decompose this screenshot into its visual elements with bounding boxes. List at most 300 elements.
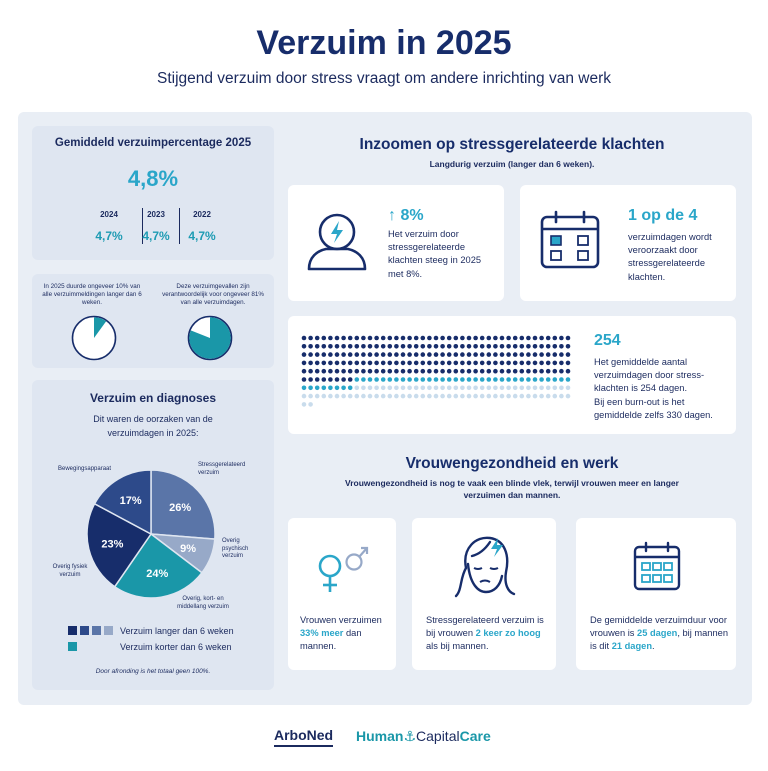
duration-pie-left — [70, 314, 118, 362]
pie-value-label: 26% — [169, 502, 192, 515]
day-dot — [308, 394, 313, 399]
day-dot — [302, 361, 307, 366]
women-title: Vrouwengezondheid en werk — [405, 455, 619, 472]
day-dot — [539, 369, 544, 374]
day-dot — [335, 369, 340, 374]
day-dot — [513, 377, 518, 382]
day-dot — [467, 369, 472, 374]
day-dot — [335, 352, 340, 357]
day-dot — [381, 369, 386, 374]
day-dot — [480, 386, 485, 391]
day-dot — [421, 336, 426, 341]
day-dot — [533, 369, 538, 374]
day-dot — [328, 361, 333, 366]
day-dot — [566, 386, 571, 391]
day-dot — [526, 352, 531, 357]
day-dot — [447, 377, 452, 382]
pie-label-kort: Overig, kort- en middellang verzuim — [177, 596, 229, 610]
day-dot — [434, 344, 439, 349]
day-dot — [315, 394, 320, 399]
day-dot — [546, 336, 551, 341]
day-dot — [500, 377, 505, 382]
day-dot — [467, 344, 472, 349]
day-dot — [487, 336, 492, 341]
day-dot — [539, 352, 544, 357]
day-dot — [447, 361, 452, 366]
year-value: 4,7% — [95, 229, 123, 243]
day-dot — [460, 361, 465, 366]
day-dot — [361, 394, 366, 399]
day-dot — [388, 377, 393, 382]
calendar-icon — [538, 209, 602, 273]
day-dot — [473, 386, 478, 391]
day-dot — [427, 394, 432, 399]
day-dot — [454, 361, 459, 366]
day-dot — [341, 386, 346, 391]
stressed-face-icon — [452, 532, 516, 602]
day-dot — [533, 336, 538, 341]
day-dot — [401, 336, 406, 341]
stress-card-1 — [288, 185, 504, 301]
day-dot — [506, 377, 511, 382]
day-dot — [546, 352, 551, 357]
head-bolt-icon — [304, 207, 370, 273]
day-dot — [434, 352, 439, 357]
day-dot — [520, 369, 525, 374]
day-dot — [480, 377, 485, 382]
day-dot — [440, 394, 445, 399]
day-dot — [434, 377, 439, 382]
day-dot — [546, 344, 551, 349]
women-text-1: Vrouwen verzuimen 33% meer dan mannen. — [300, 615, 382, 652]
day-dot — [322, 361, 327, 366]
day-dot — [434, 369, 439, 374]
day-dot — [460, 344, 465, 349]
stat-value: 1 op de 4 — [628, 207, 698, 224]
day-dot — [381, 352, 386, 357]
year-value: 4,7% — [188, 229, 216, 243]
day-dot — [487, 352, 492, 357]
day-dot — [480, 336, 485, 341]
day-dot — [513, 386, 518, 391]
stress-title: Inzoomen op stressgerelateerde klachten — [359, 136, 665, 153]
day-dot — [388, 394, 393, 399]
day-dot — [414, 344, 419, 349]
stat-value: 8% — [400, 207, 424, 224]
day-dot — [513, 336, 518, 341]
day-dot — [374, 344, 379, 349]
day-dot — [401, 369, 406, 374]
day-dot — [553, 352, 558, 357]
day-dot — [546, 361, 551, 366]
day-dot — [467, 336, 472, 341]
pie-label-stress: Stressgerelateerd verzuim — [198, 462, 246, 476]
pie-label-fysiek: Overig fysiek verzuim — [52, 564, 88, 578]
stress-card-2 — [520, 185, 736, 301]
day-dot — [361, 386, 366, 391]
day-dot — [328, 386, 333, 391]
day-dot — [539, 394, 544, 399]
day-dot — [434, 394, 439, 399]
day-dot — [480, 361, 485, 366]
day-dot — [348, 377, 353, 382]
day-dot — [381, 394, 386, 399]
day-dot — [348, 386, 353, 391]
day-dot — [315, 336, 320, 341]
stat-text-burnout: Bij een burn-out is het gemiddelde zelfs 330 dagen. — [594, 397, 713, 421]
day-dot — [355, 352, 360, 357]
humancapitalcare-logo: Human​⚓​CapitalCare — [356, 728, 491, 744]
day-dot — [341, 336, 346, 341]
diagnoses-card — [32, 380, 274, 690]
day-dot — [328, 352, 333, 357]
day-dot — [328, 344, 333, 349]
day-dot — [348, 336, 353, 341]
day-dot — [500, 344, 505, 349]
day-dot — [355, 369, 360, 374]
day-dot — [493, 344, 498, 349]
duration-left-text: In 2025 duurde ongeveer 10% van alle verzuimmeldingen langer dan 6 weken. — [42, 283, 142, 307]
day-dot — [335, 336, 340, 341]
day-dot — [302, 344, 307, 349]
day-dot — [355, 336, 360, 341]
day-dot — [355, 386, 360, 391]
day-dot — [308, 377, 313, 382]
legend-short: Verzuim korter dan 6 weken — [120, 642, 232, 652]
day-dot — [401, 344, 406, 349]
day-dot — [388, 336, 393, 341]
day-dot — [341, 377, 346, 382]
day-dot — [447, 394, 452, 399]
day-dot — [308, 336, 313, 341]
calendar-icon — [632, 540, 682, 594]
day-dot — [348, 369, 353, 374]
stat-text: Het gemiddelde aantal verzuimdagen door stress-klachten is 254 dagen. — [594, 357, 705, 394]
legend-swatch — [68, 626, 77, 635]
day-dot — [341, 344, 346, 349]
day-dot — [539, 344, 544, 349]
day-dot — [341, 361, 346, 366]
year-label: 2022 — [193, 210, 211, 219]
day-dot — [368, 394, 373, 399]
day-dot — [493, 336, 498, 341]
day-dot — [315, 377, 320, 382]
day-dot — [440, 352, 445, 357]
day-dot — [487, 386, 492, 391]
day-dot — [559, 361, 564, 366]
year-label: 2023 — [147, 210, 165, 219]
day-dot — [460, 369, 465, 374]
women-text-2: Stressgerelateerd verzuim is bij vrouwen 2 keer zo hoog als bij mannen. — [426, 615, 544, 652]
day-dot — [566, 344, 571, 349]
day-dot — [335, 344, 340, 349]
day-dot — [355, 361, 360, 366]
day-dot — [500, 336, 505, 341]
day-dot — [414, 369, 419, 374]
person-icon: ​⚓​ — [403, 728, 417, 744]
day-dot — [361, 352, 366, 357]
day-dot — [526, 377, 531, 382]
day-dot — [480, 369, 485, 374]
day-dot — [407, 394, 412, 399]
arboned-logo: ArboNed — [274, 727, 333, 747]
day-dot — [407, 377, 412, 382]
day-dot — [493, 369, 498, 374]
day-dot — [440, 386, 445, 391]
avg-card-title: Gemiddeld verzuimpercentage 2025 — [54, 137, 252, 149]
day-dot — [421, 386, 426, 391]
day-dot — [447, 352, 452, 357]
day-dot — [407, 369, 412, 374]
day-dot — [414, 361, 419, 366]
day-dot — [388, 344, 393, 349]
stress-subtitle: Langdurig verzuim (langer dan 6 weken). — [429, 159, 595, 169]
day-dot — [526, 386, 531, 391]
day-dot — [308, 344, 313, 349]
day-dot — [500, 386, 505, 391]
day-dot — [454, 386, 459, 391]
day-dot — [361, 344, 366, 349]
day-dot — [407, 336, 412, 341]
day-dot — [539, 361, 544, 366]
day-dot — [388, 352, 393, 357]
day-dot — [506, 361, 511, 366]
day-dot — [467, 361, 472, 366]
day-dot — [440, 377, 445, 382]
day-dot — [454, 369, 459, 374]
day-dot — [487, 394, 492, 399]
day-dot — [553, 369, 558, 374]
day-dot — [381, 344, 386, 349]
day-dot — [487, 369, 492, 374]
arrow-up-icon: ↑ — [388, 207, 401, 224]
day-dot — [414, 336, 419, 341]
day-dot — [513, 352, 518, 357]
day-dot — [348, 352, 353, 357]
day-dot — [374, 369, 379, 374]
day-dot — [566, 352, 571, 357]
day-dot — [322, 377, 327, 382]
day-dot — [520, 377, 525, 382]
day-dot — [394, 369, 399, 374]
day-dot — [539, 386, 544, 391]
pie-value-label: 23% — [101, 538, 124, 551]
day-dot — [401, 394, 406, 399]
day-dot — [374, 361, 379, 366]
diagnoses-title: Verzuim en diagnoses — [89, 391, 217, 405]
day-dot — [381, 336, 386, 341]
day-dot — [427, 336, 432, 341]
women-card-3 — [576, 518, 736, 670]
day-dot — [381, 386, 386, 391]
duration-card — [32, 274, 274, 368]
day-dot — [454, 377, 459, 382]
day-dot — [473, 344, 478, 349]
day-dot — [460, 352, 465, 357]
day-dot — [434, 361, 439, 366]
day-dot — [401, 377, 406, 382]
day-dot — [302, 336, 307, 341]
day-dot — [328, 336, 333, 341]
day-dot — [421, 361, 426, 366]
day-dot — [315, 344, 320, 349]
legend-long: Verzuim langer dan 6 weken — [120, 626, 234, 636]
day-dot — [388, 386, 393, 391]
women-card-1 — [288, 518, 396, 670]
day-dot — [526, 344, 531, 349]
day-dot — [553, 377, 558, 382]
day-dot — [368, 352, 373, 357]
day-dot — [421, 394, 426, 399]
year-label: 2024 — [100, 210, 118, 219]
legend-swatch — [68, 642, 77, 651]
day-dot — [546, 386, 551, 391]
day-dot — [487, 344, 492, 349]
day-dot — [473, 369, 478, 374]
day-dot — [546, 369, 551, 374]
day-dot — [388, 369, 393, 374]
day-dot — [526, 361, 531, 366]
day-dot — [454, 336, 459, 341]
day-dot — [553, 361, 558, 366]
day-dot — [421, 369, 426, 374]
day-dot — [414, 352, 419, 357]
day-dot — [368, 369, 373, 374]
day-dot — [533, 386, 538, 391]
day-dot — [500, 361, 505, 366]
day-dot — [348, 394, 353, 399]
day-dot — [454, 344, 459, 349]
day-dot — [460, 377, 465, 382]
day-dot — [427, 377, 432, 382]
day-dot — [348, 344, 353, 349]
day-dot — [315, 369, 320, 374]
day-dot — [302, 369, 307, 374]
day-dot — [480, 352, 485, 357]
day-dot — [348, 361, 353, 366]
day-dot — [513, 369, 518, 374]
day-dot — [434, 386, 439, 391]
day-dot — [480, 394, 485, 399]
day-dot — [322, 394, 327, 399]
stat-increase — [388, 207, 424, 225]
day-dot — [368, 344, 373, 349]
rounding-note: Door afronding is het totaal geen 100%. — [95, 668, 211, 675]
day-dot — [414, 394, 419, 399]
day-dot — [473, 336, 478, 341]
day-dot — [460, 394, 465, 399]
day-dot — [520, 386, 525, 391]
day-dot — [374, 394, 379, 399]
pie-value-label: 24% — [146, 568, 169, 581]
day-dot — [322, 369, 327, 374]
day-dot — [388, 361, 393, 366]
day-dot — [506, 369, 511, 374]
day-dot — [460, 336, 465, 341]
women-card-2 — [412, 518, 556, 670]
day-dot — [480, 344, 485, 349]
day-dot — [447, 336, 452, 341]
day-dot — [553, 394, 558, 399]
day-dot — [427, 352, 432, 357]
day-dot — [533, 377, 538, 382]
day-dot — [302, 386, 307, 391]
day-dot — [559, 369, 564, 374]
legend-swatch — [104, 626, 113, 635]
day-dot — [493, 377, 498, 382]
day-dot — [440, 369, 445, 374]
day-dot — [427, 361, 432, 366]
day-dot — [335, 394, 340, 399]
day-dot — [368, 377, 373, 382]
day-dot — [467, 386, 472, 391]
day-dot — [506, 386, 511, 391]
duration-right-text: Deze verzuimgevallen zijn verantwoordelijk voor ongeveer 81% van alle verzuimdagen. — [162, 283, 264, 307]
day-dot — [381, 377, 386, 382]
day-dot — [500, 394, 505, 399]
day-dot — [454, 394, 459, 399]
day-dot — [407, 344, 412, 349]
day-dot — [302, 352, 307, 357]
day-dot — [302, 377, 307, 382]
day-dot — [506, 336, 511, 341]
stat-text: verzuimdagen wordt veroorzaakt door stressgerelateerde klachten. — [628, 232, 712, 282]
day-dot — [322, 336, 327, 341]
day-dot — [322, 344, 327, 349]
day-dot — [308, 361, 313, 366]
day-dot — [440, 361, 445, 366]
day-dot — [414, 377, 419, 382]
day-dot — [520, 336, 525, 341]
day-dot — [546, 377, 551, 382]
day-dot — [513, 344, 518, 349]
day-dot — [421, 344, 426, 349]
day-dot — [374, 336, 379, 341]
day-dot — [520, 352, 525, 357]
day-dot — [533, 352, 538, 357]
day-dot — [566, 336, 571, 341]
day-dot — [394, 394, 399, 399]
day-dot — [368, 361, 373, 366]
avg-value: 4,8% — [127, 166, 179, 191]
day-dot — [335, 377, 340, 382]
day-dot — [401, 361, 406, 366]
day-dot — [315, 361, 320, 366]
day-dot — [407, 361, 412, 366]
day-dot — [308, 386, 313, 391]
day-dot — [414, 386, 419, 391]
day-dot — [308, 402, 313, 407]
day-dot — [341, 369, 346, 374]
day-dot — [394, 386, 399, 391]
day-dot — [421, 377, 426, 382]
day-dot — [355, 377, 360, 382]
day-dot — [335, 361, 340, 366]
day-dot — [500, 369, 505, 374]
diagnoses-pie — [83, 466, 219, 602]
day-dot — [361, 369, 366, 374]
day-dot — [401, 386, 406, 391]
day-dot — [381, 361, 386, 366]
pie-value-label: 9% — [180, 543, 197, 556]
day-dot — [559, 377, 564, 382]
day-dot — [440, 344, 445, 349]
day-dot — [315, 352, 320, 357]
day-dot — [374, 352, 379, 357]
day-dot — [322, 386, 327, 391]
duration-pie-right — [186, 314, 234, 362]
day-dot — [526, 394, 531, 399]
